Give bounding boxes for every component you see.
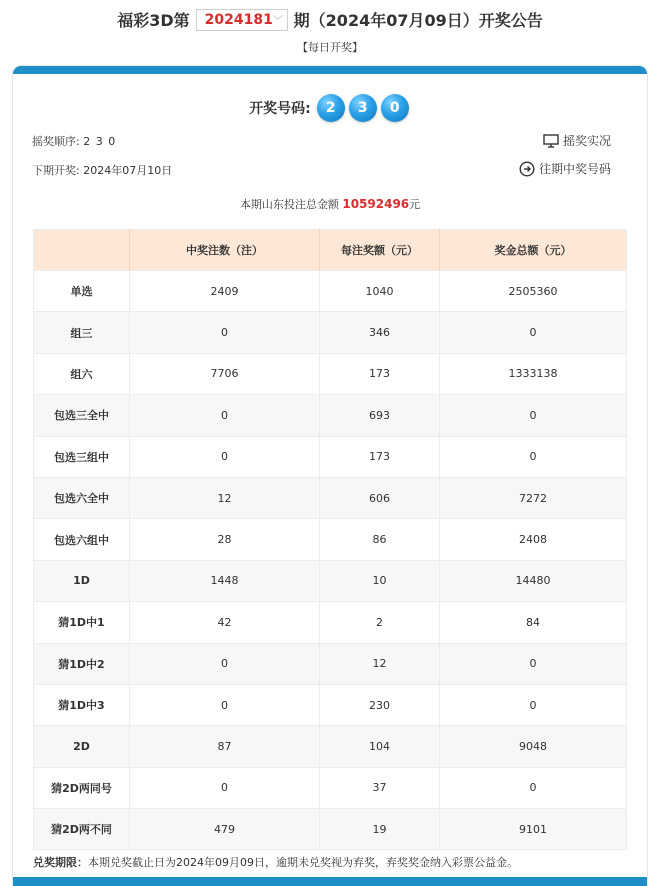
table-cell: 86 [320,519,440,560]
chevron-down-icon: ﹀ [272,16,283,27]
next-draw-value: 2024年07月10日 [83,164,173,177]
table-row [34,395,627,436]
live-draw-label: 摇奖实况 [562,134,611,148]
table-row [34,684,627,725]
table-cell: 14480 [440,560,627,601]
table-cell: 104 [320,726,440,767]
table-cell: 9101 [440,809,627,850]
result-card [13,66,647,886]
prize-table [33,229,627,850]
title-suffix: 期（2024年07月09日）开奖公告 [293,11,543,30]
table-row [34,767,627,808]
table-cell: 0 [440,312,627,353]
prize-level-cell: 猜2D两不同 [34,809,130,850]
table-header-row [34,230,627,271]
prize-level-cell: 猜1D中2 [34,643,130,684]
prize-level-cell: 组六 [34,353,130,394]
redemption-note-text: 本期兑奖截止日为2024年09月09日，逾期未兑奖视为弃奖，弃奖奖金纳入彩票公益金。 [88,856,518,869]
draw-order [32,133,116,149]
number-ball: 2 [317,94,345,122]
live-draw-link[interactable] [543,132,611,149]
winning-numbers [13,94,647,122]
table-cell: 9048 [440,726,627,767]
page-title [0,8,660,31]
page-subtitle: 【每日开奖】 [297,41,363,54]
table-cell: 0 [440,395,627,436]
draw-order-value: 2 3 0 [83,135,117,148]
column-header: 每注奖额（元） [320,230,440,271]
table-cell: 84 [440,602,627,643]
table-cell: 173 [320,353,440,394]
table-cell: 10 [320,560,440,601]
prize-level-cell: 包选三组中 [34,436,130,477]
history-label: 往期中奖号码 [538,162,611,176]
history-link[interactable] [519,160,611,177]
card-bottom-bar [13,877,647,886]
table-cell: 42 [130,602,320,643]
title-prefix: 福彩3D第 [117,11,190,30]
prize-level-cell: 包选六全中 [34,477,130,518]
table-cell: 12 [130,477,320,518]
table-cell: 28 [130,519,320,560]
table-row [34,436,627,477]
prize-level-cell: 猜1D中3 [34,684,130,725]
prize-level-cell: 包选三全中 [34,395,130,436]
table-cell: 37 [320,767,440,808]
table-row [34,477,627,518]
table-cell: 7272 [440,477,627,518]
table-cell: 12 [320,643,440,684]
table-cell: 2409 [130,271,320,312]
table-cell: 0 [130,395,320,436]
table-cell: 1448 [130,560,320,601]
prize-level-cell: 组三 [34,312,130,353]
table-cell: 0 [440,684,627,725]
table-cell: 0 [130,436,320,477]
prize-level-cell: 单选 [34,271,130,312]
table-row [34,643,627,684]
table-cell: 693 [320,395,440,436]
prize-level-cell: 猜2D两同号 [34,767,130,808]
issue-select-value: 2024181 [204,11,273,28]
page-header [0,0,660,62]
number-ball: 0 [381,94,409,122]
table-cell: 7706 [130,353,320,394]
table-cell: 2505360 [440,271,627,312]
table-row [34,809,627,850]
table-cell: 0 [130,643,320,684]
column-header [34,230,130,271]
redemption-note-label: 兑奖期限： [33,856,88,869]
winning-numbers-label: 开奖号码: [249,101,311,117]
table-cell: 173 [320,436,440,477]
prize-level-cell: 猜1D中1 [34,602,130,643]
table-row [34,353,627,394]
table-cell: 0 [130,312,320,353]
prize-level-cell: 1D [34,560,130,601]
table-cell: 2 [320,602,440,643]
table-row [34,271,627,312]
table-cell: 479 [130,809,320,850]
number-ball: 3 [349,94,377,122]
table-cell: 0 [130,767,320,808]
draw-order-label: 摇奖顺序: [32,135,80,148]
table-row [34,560,627,601]
table-cell: 0 [440,643,627,684]
table-cell: 0 [130,684,320,725]
table-cell: 1040 [320,271,440,312]
table-row [34,602,627,643]
monitor-icon [543,134,559,148]
card-top-bar [13,66,647,74]
table-cell: 1333138 [440,353,627,394]
table-row [34,726,627,767]
arrow-circle-right-icon [519,161,535,177]
table-cell: 346 [320,312,440,353]
total-unit: 元 [409,198,421,211]
issue-select[interactable] [196,9,288,31]
total-amount: 10592496 [342,197,410,211]
table-cell: 606 [320,477,440,518]
next-draw [32,162,172,178]
column-header: 中奖注数（注） [130,230,320,271]
table-row [34,312,627,353]
prize-level-cell: 包选六组中 [34,519,130,560]
prize-table-body [34,271,627,850]
total-bet-amount [13,196,647,212]
table-cell: 87 [130,726,320,767]
column-header: 奖金总额（元） [440,230,627,271]
table-cell: 230 [320,684,440,725]
table-cell: 19 [320,809,440,850]
redemption-note [33,854,518,870]
table-row [34,519,627,560]
next-draw-label: 下期开奖: [32,164,80,177]
total-prefix: 本期山东投注总金额 [239,198,339,211]
table-cell: 0 [440,436,627,477]
prize-level-cell: 2D [34,726,130,767]
table-cell: 2408 [440,519,627,560]
table-cell: 0 [440,767,627,808]
